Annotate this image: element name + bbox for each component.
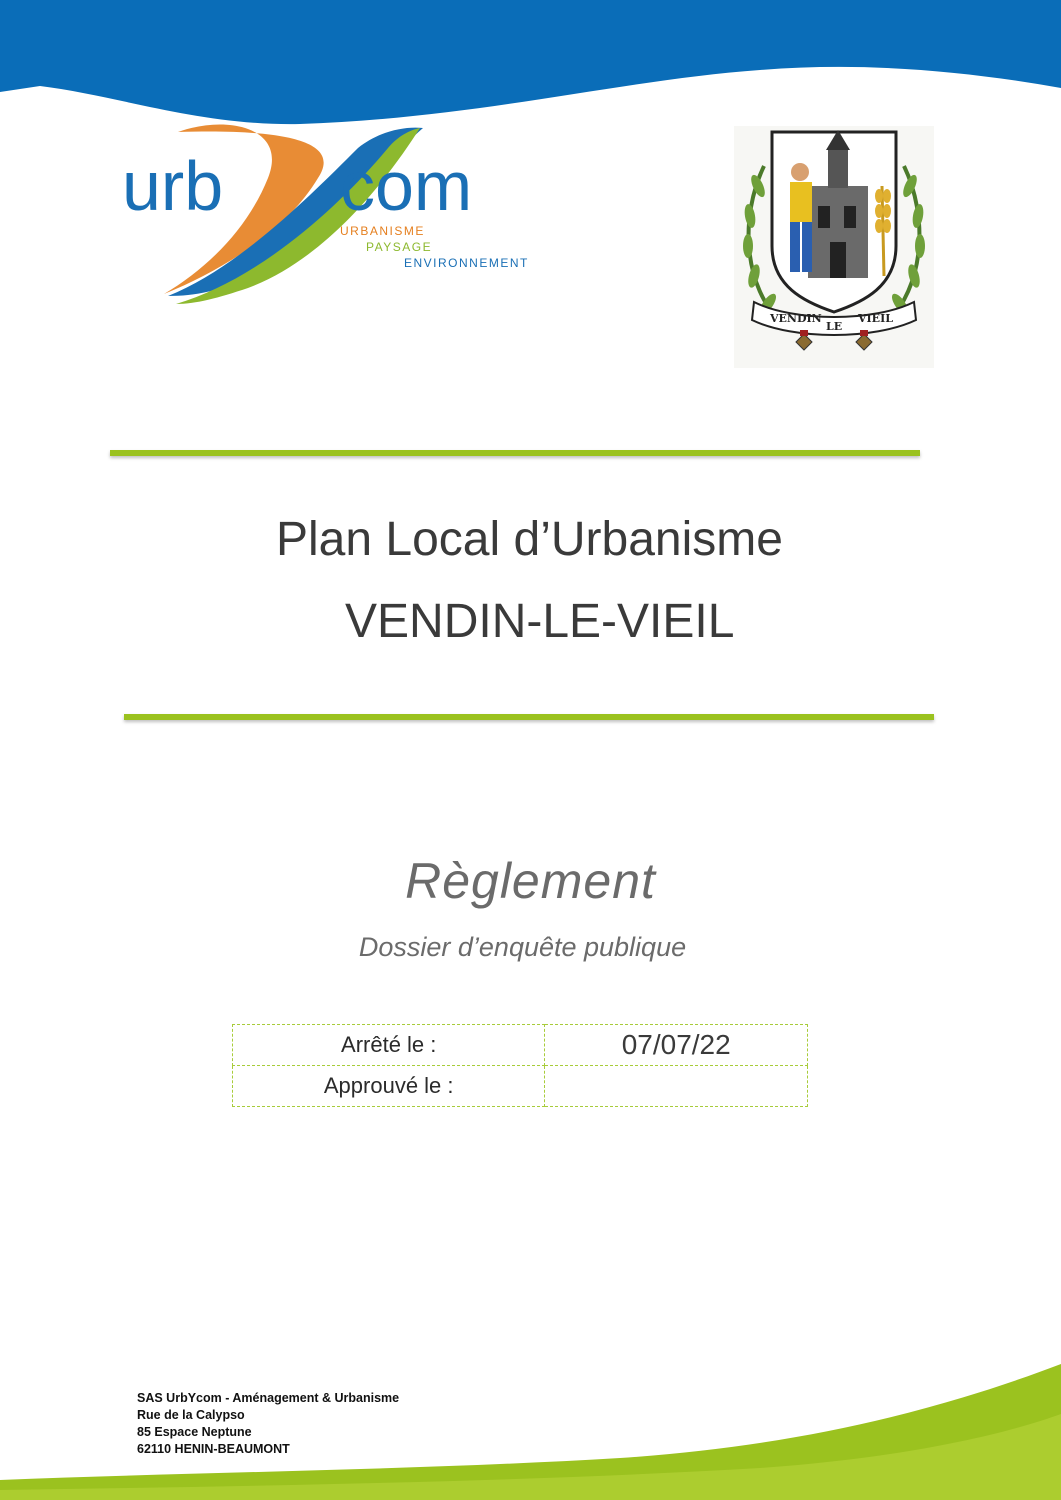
document-subtitle: Dossier d’enquête publique bbox=[358, 932, 687, 962]
table-row bbox=[233, 1025, 808, 1066]
divider-top bbox=[110, 450, 920, 456]
footer-address bbox=[137, 1390, 399, 1458]
footer-company: SAS UrbYcom - Aménagement & Urbanisme bbox=[137, 1391, 400, 1405]
motto-right-text: VIEIL bbox=[858, 312, 893, 325]
footer-street: Rue de la Calypso bbox=[137, 1408, 245, 1422]
logo-word-left: urb bbox=[122, 147, 224, 225]
coat-of-arms-emblem bbox=[734, 126, 934, 368]
table-row bbox=[233, 1066, 808, 1107]
logo-tagline-urbanisme: URBANISME bbox=[340, 224, 425, 238]
logo-tagline-environnement: ENVIRONNEMENT bbox=[404, 256, 529, 270]
logo-tagline-paysage: PAYSAGE bbox=[366, 240, 433, 254]
urbycom-logo bbox=[118, 118, 528, 308]
approuve-label: Approuvé le : bbox=[233, 1066, 545, 1107]
footer-building: 85 Espace Neptune bbox=[137, 1425, 252, 1439]
arrete-label: Arrêté le : bbox=[233, 1025, 545, 1066]
commune-name: VENDIN-LE-VIEIL bbox=[345, 595, 735, 648]
divider-bottom bbox=[124, 714, 934, 720]
logo-word-right: com bbox=[340, 147, 473, 225]
dates-table bbox=[232, 1024, 808, 1107]
motto-middle-text: LE bbox=[826, 320, 843, 333]
plan-title: Plan Local d’Urbanisme bbox=[276, 513, 783, 566]
document-title: Règlement bbox=[405, 853, 656, 909]
arrete-date: 07/07/22 bbox=[545, 1025, 808, 1066]
approuve-date bbox=[545, 1066, 808, 1107]
motto-left-text: VENDIN bbox=[770, 312, 822, 325]
footer-city: 62110 HENIN-BEAUMONT bbox=[137, 1442, 290, 1456]
